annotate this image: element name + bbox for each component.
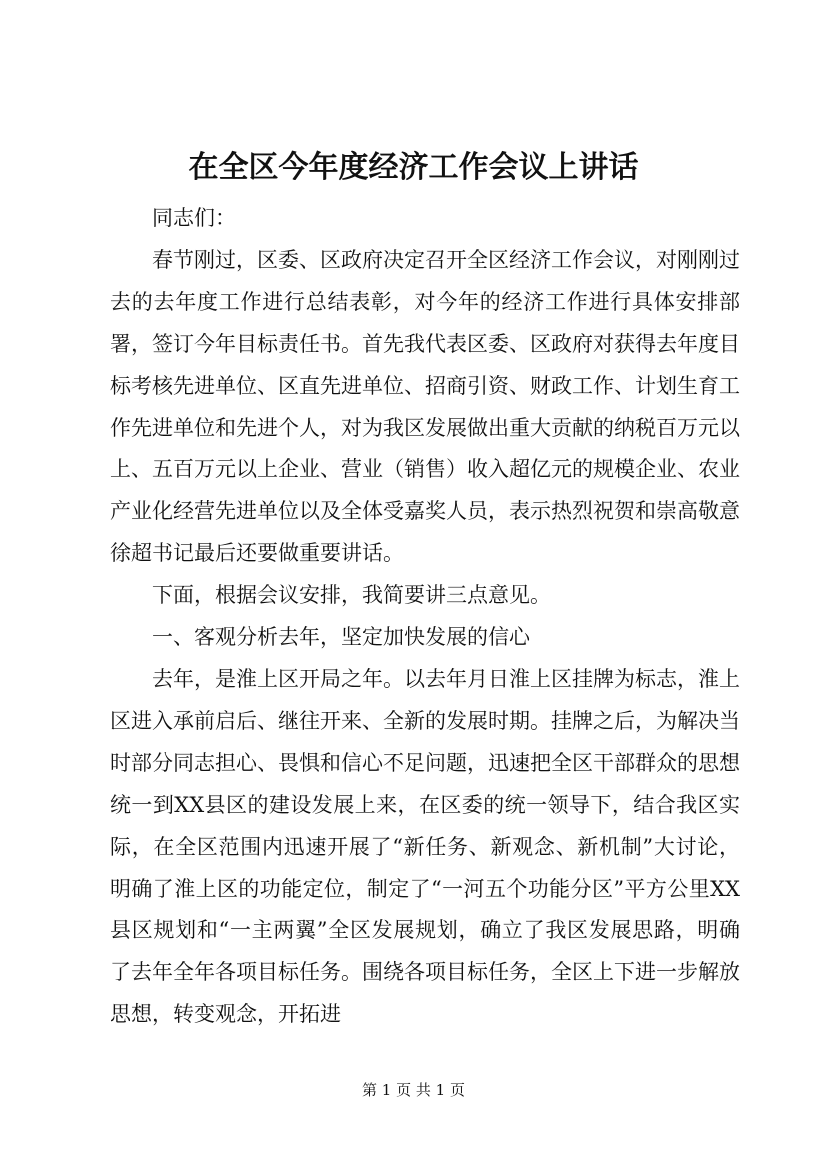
section-heading-1: 一、客观分析去年，坚定加快发展的信心 — [152, 625, 530, 650]
salutation: 同志们： — [152, 206, 236, 230]
document-title: 在全区今年度经济工作会议上讲话 — [188, 150, 639, 185]
paragraph-3: 去年，是淮上区开局之年。以去年月日淮上区挂牌为标志，淮上区进入承前启后、继往开来、全新的发展时期。挂牌之后，为解决当时部分同志担心、畏惧和信心不足问题，迅速把全区干部群众的思想统一到XX县区的建设发展上来，在区委的统一领导下，结合我区实际，在全区范围内迅速开展了“新任务、新观念、新机制”大讨论，明确了淮上区的功能定位，制定了“一河五个功能分区”平方公里XX县区规划和“一主两翼”全区发展规划，确立了我区发展思路，明确了去年全年各项目标任务。围绕各项目标任务，全区上下进一步解放思想，转变观念，开拓进 — [110, 666, 740, 1027]
paragraph-2: 下面，根据会议安排，我简要讲三点意见。 — [152, 583, 551, 608]
page-number-footer: 第 1 页 共 1 页 — [362, 1081, 465, 1099]
paragraph-1: 春节刚过，区委、区政府决定召开全区经济工作会议，对刚刚过去的去年度工作进行总结表彰，对今年的经济工作进行具体安排部署，签订今年目标责任书。首先我代表区委、区政府对获得去年度目标考核先进单位、区直先进单位、招商引资、财政工作、计划生育工作先进单位和先进个人，对为我区发展做出重大贡献的纳税百万元以上、五百万元以上企业、营业（销售）收入超亿元的规模企业、农业产业化经营先进单位以及全体受嘉奖人员，表示热烈祝贺和崇高敬意徐超书记最后还要做重要讲话。 — [110, 247, 740, 566]
document-body — [110, 198, 740, 1036]
